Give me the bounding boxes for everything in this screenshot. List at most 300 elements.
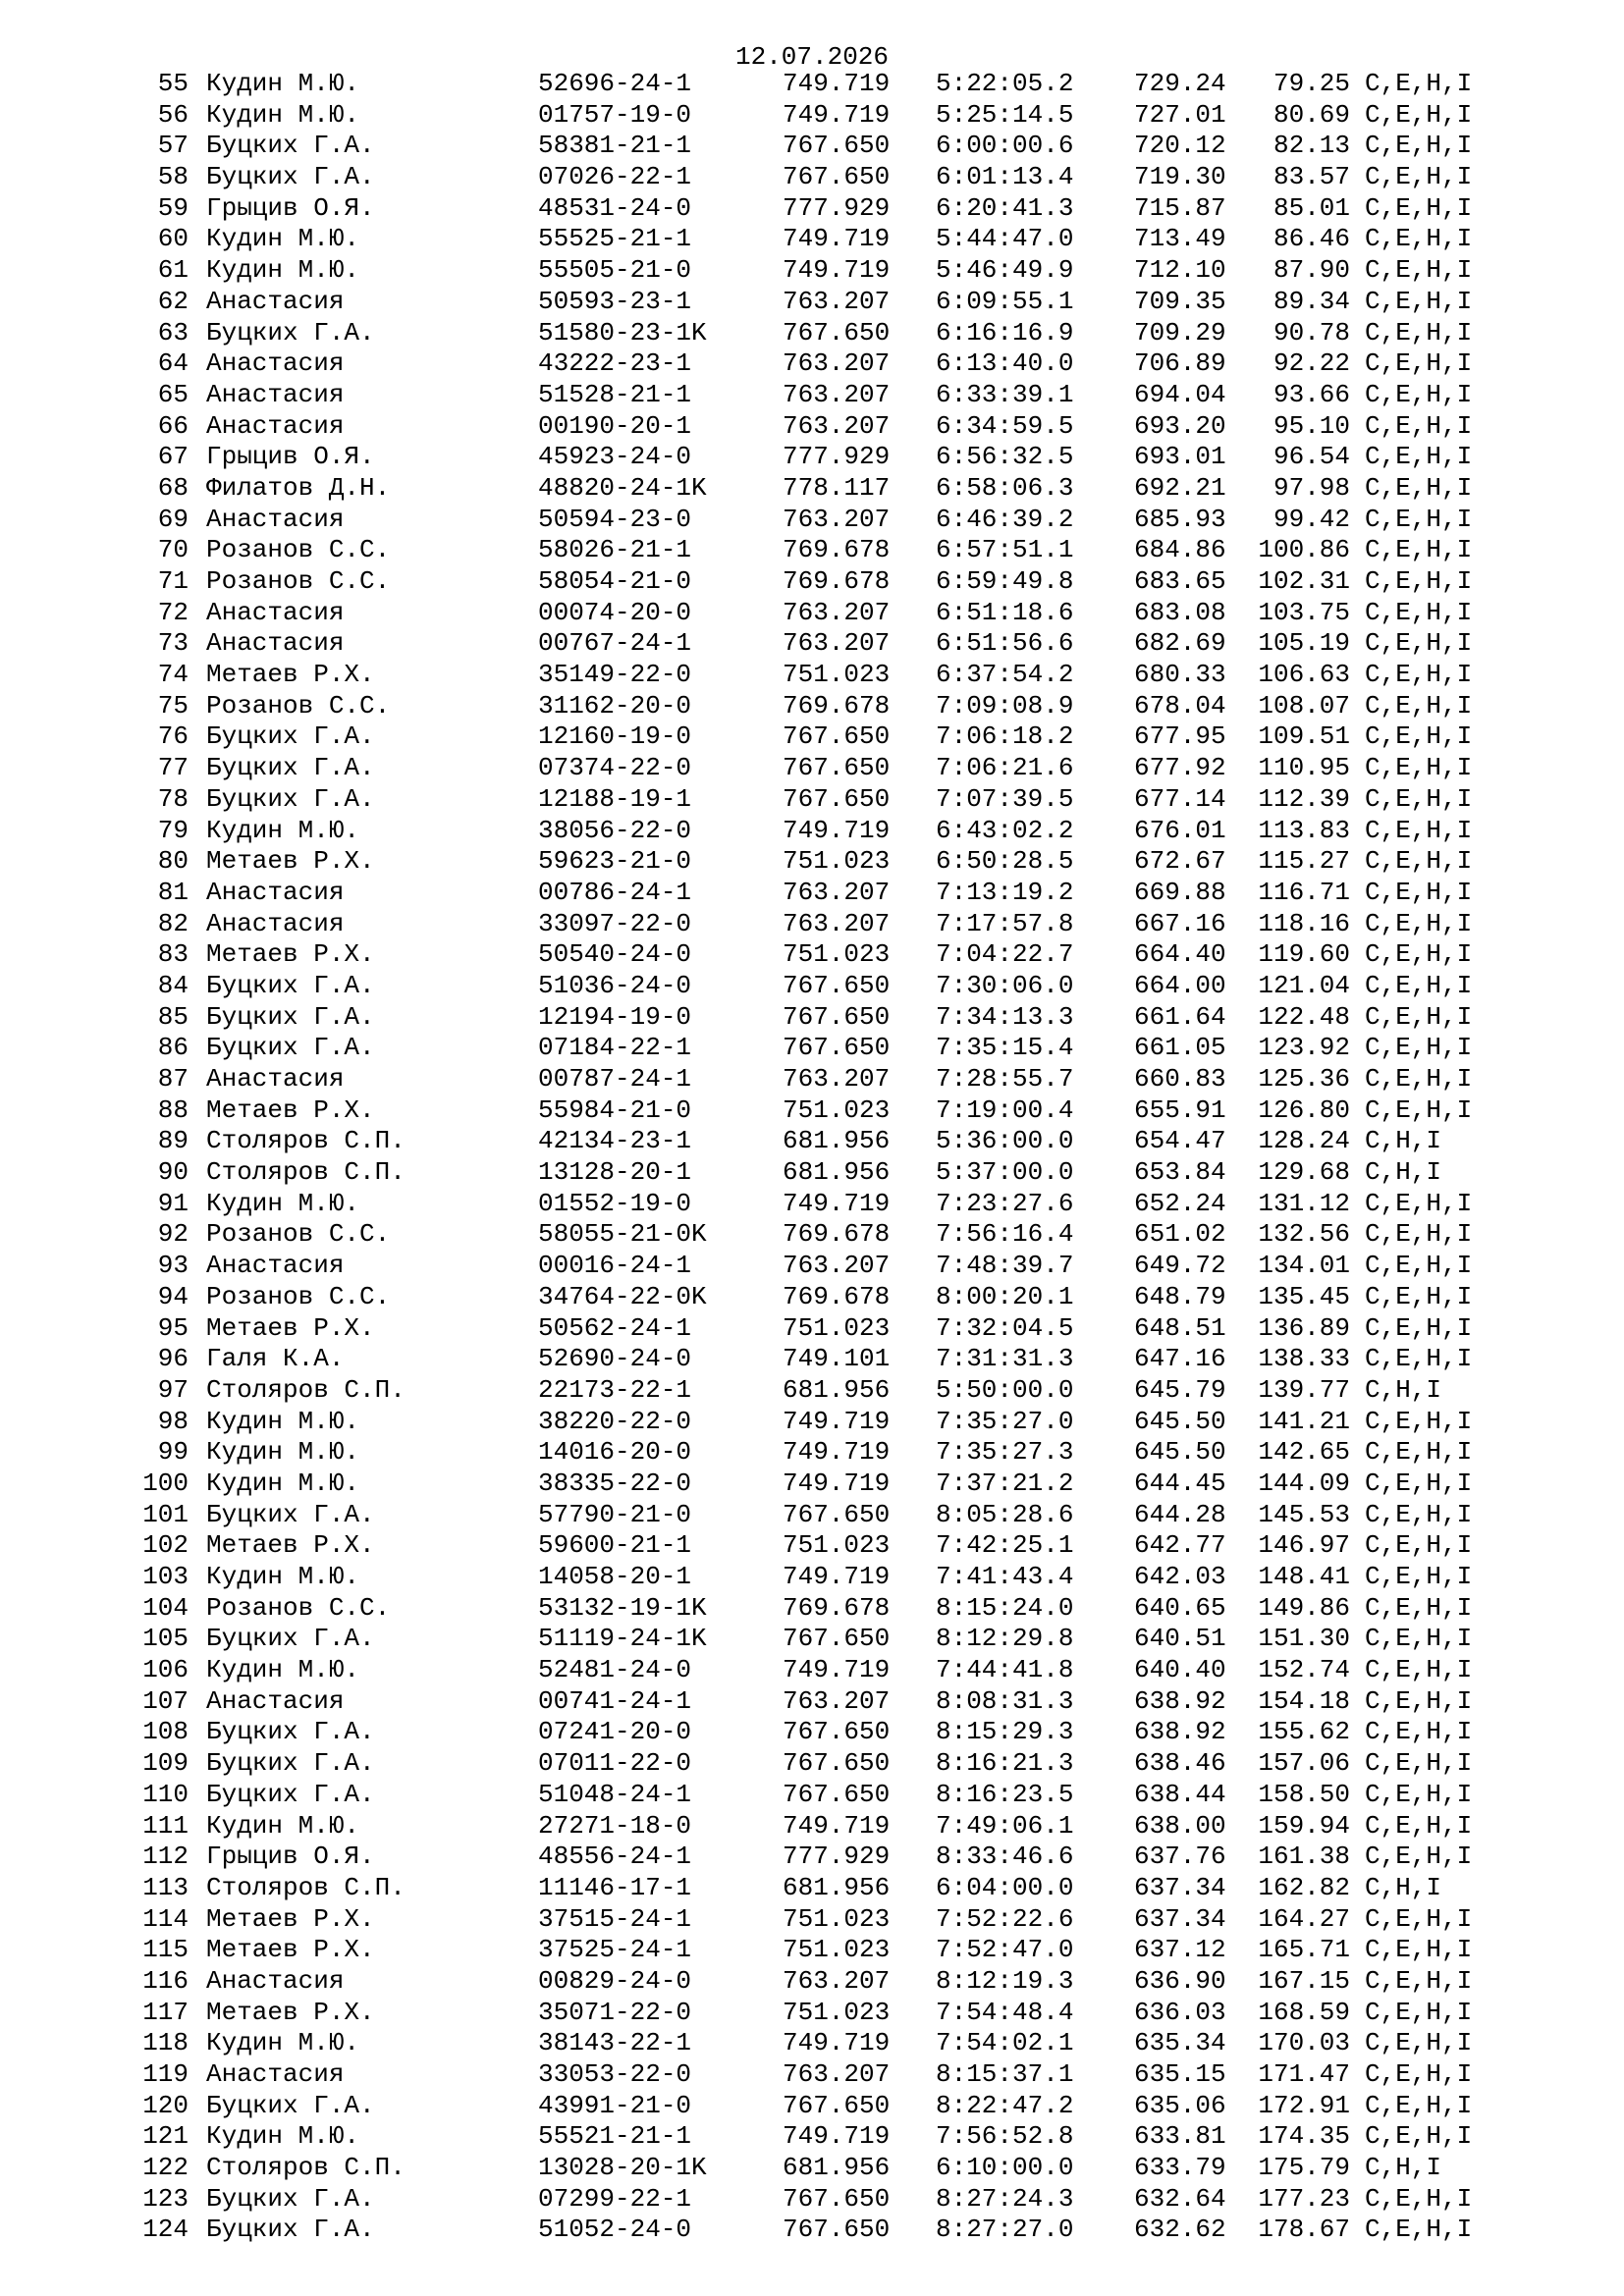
speed: 638.92 — [1134, 1685, 1226, 1716]
category-flags: C,E,H,I — [1365, 1344, 1473, 1374]
speed: 677.95 — [1134, 721, 1226, 752]
speed: 648.51 — [1134, 1312, 1226, 1343]
fancier-name: Буцких Г.А. — [206, 721, 375, 752]
distance: 681.956 — [783, 1374, 891, 1405]
ring-number: 01757-19-0 — [538, 99, 692, 130]
table-row — [0, 1313, 1624, 1345]
flight-time: 8:00:20.1 — [936, 1281, 1074, 1311]
ring-number: 38056-22-0 — [538, 815, 692, 845]
coefficient: 132.56 — [1258, 1219, 1350, 1250]
flight-time: 7:06:18.2 — [936, 721, 1074, 752]
distance: 749.719 — [783, 815, 891, 845]
flight-time: 6:51:18.6 — [936, 597, 1074, 627]
flight-time: 8:16:23.5 — [936, 1779, 1074, 1809]
coefficient: 80.69 — [1272, 99, 1350, 130]
row-number: 58 — [157, 162, 189, 192]
table-row — [0, 1748, 1624, 1780]
coefficient: 108.07 — [1258, 690, 1350, 721]
row-number: 101 — [142, 1499, 189, 1529]
flight-time: 6:16:16.9 — [936, 317, 1074, 347]
distance: 778.117 — [783, 472, 891, 503]
ring-number: 13028-20-1K — [538, 2153, 707, 2183]
speed: 680.33 — [1134, 660, 1226, 690]
speed: 678.04 — [1134, 690, 1226, 721]
distance: 777.929 — [783, 1842, 891, 1872]
speed: 636.03 — [1134, 1997, 1226, 2027]
row-number: 92 — [157, 1219, 189, 1250]
coefficient: 164.27 — [1258, 1903, 1350, 1934]
coefficient: 135.45 — [1258, 1281, 1350, 1311]
fancier-name: Кудин М.Ю. — [206, 1437, 360, 1468]
row-number: 72 — [157, 597, 189, 627]
fancier-name: Буцких Г.А. — [206, 1033, 375, 1063]
speed: 645.79 — [1134, 1374, 1226, 1405]
ring-number: 48531-24-0 — [538, 192, 692, 223]
distance: 763.207 — [783, 1685, 891, 1716]
row-number: 64 — [157, 348, 189, 379]
ring-number: 48820-24-1K — [538, 472, 707, 503]
speed: 694.04 — [1134, 379, 1226, 409]
distance: 751.023 — [783, 1530, 891, 1561]
category-flags: C,E,H,I — [1365, 224, 1473, 254]
fancier-name: Метаев Р.Х. — [206, 1903, 375, 1934]
distance: 767.650 — [783, 970, 891, 1000]
category-flags: C,E,H,I — [1365, 1562, 1473, 1591]
fancier-name: Кудин М.Ю. — [206, 1406, 360, 1436]
distance: 749.719 — [783, 1468, 891, 1498]
row-number: 66 — [157, 410, 189, 441]
ring-number: 13128-20-1 — [538, 1157, 692, 1188]
coefficient: 122.48 — [1258, 1001, 1350, 1032]
document-date: 12.07.2026 — [734, 42, 890, 72]
row-number: 112 — [142, 1842, 189, 1872]
category-flags: C,E,H,I — [1365, 1001, 1473, 1032]
category-flags: C,E,H,I — [1365, 1219, 1473, 1250]
fancier-name: Буцких Г.А. — [206, 2090, 375, 2120]
ring-number: 07374-22-0 — [538, 753, 692, 783]
distance: 763.207 — [783, 348, 891, 379]
ring-number: 07184-22-1 — [538, 1033, 692, 1063]
table-row — [0, 721, 1624, 753]
distance: 767.650 — [783, 131, 891, 161]
ring-number: 51036-24-0 — [538, 970, 692, 1000]
fancier-name: Столяров С.П. — [206, 1157, 406, 1188]
fancier-name: Кудин М.Ю. — [206, 1655, 360, 1685]
fancier-name: Розанов С.С. — [206, 1219, 391, 1250]
row-number: 98 — [157, 1406, 189, 1436]
coefficient: 177.23 — [1258, 2183, 1350, 2214]
table-row — [0, 1904, 1624, 1936]
coefficient: 157.06 — [1258, 1748, 1350, 1779]
table-row — [0, 1998, 1624, 2029]
coefficient: 90.78 — [1272, 317, 1350, 347]
flight-time: 7:48:39.7 — [936, 1251, 1074, 1281]
category-flags: C,E,H,I — [1365, 192, 1473, 223]
coefficient: 139.77 — [1258, 1374, 1350, 1405]
row-number: 95 — [157, 1312, 189, 1343]
flight-time: 7:28:55.7 — [936, 1064, 1074, 1094]
flight-time: 6:57:51.1 — [936, 535, 1074, 565]
distance: 763.207 — [783, 286, 891, 316]
ring-number: 55505-21-0 — [538, 255, 692, 286]
speed: 642.03 — [1134, 1562, 1226, 1591]
coefficient: 96.54 — [1272, 442, 1350, 472]
coefficient: 128.24 — [1258, 1126, 1350, 1156]
distance: 767.650 — [783, 1624, 891, 1654]
coefficient: 110.95 — [1258, 753, 1350, 783]
coefficient: 86.46 — [1272, 224, 1350, 254]
fancier-name: Анастасия — [206, 1064, 345, 1094]
category-flags: C,E,H,I — [1365, 348, 1473, 379]
fancier-name: Кудин М.Ю. — [206, 815, 360, 845]
distance: 763.207 — [783, 504, 891, 534]
fancier-name: Метаев Р.Х. — [206, 1997, 375, 2027]
ring-number: 50593-23-1 — [538, 286, 692, 316]
coefficient: 125.36 — [1258, 1064, 1350, 1094]
flight-time: 7:17:57.8 — [936, 908, 1074, 938]
row-number: 60 — [157, 224, 189, 254]
category-flags: C,E,H,I — [1365, 597, 1473, 627]
table-row — [0, 1375, 1624, 1407]
distance: 767.650 — [783, 2090, 891, 2120]
ring-number: 07241-20-0 — [538, 1717, 692, 1747]
category-flags: C,E,H,I — [1365, 1997, 1473, 2027]
flight-time: 7:56:16.4 — [936, 1219, 1074, 1250]
distance: 749.719 — [783, 224, 891, 254]
coefficient: 167.15 — [1258, 1965, 1350, 1996]
speed: 685.93 — [1134, 504, 1226, 534]
table-row — [0, 193, 1624, 225]
ring-number: 51052-24-0 — [538, 2215, 692, 2245]
speed: 645.50 — [1134, 1437, 1226, 1468]
ring-number: 50540-24-0 — [538, 939, 692, 970]
speed: 638.44 — [1134, 1779, 1226, 1809]
table-row — [0, 287, 1624, 318]
ring-number: 58055-21-0K — [538, 1219, 707, 1250]
flight-time: 6:58:06.3 — [936, 472, 1074, 503]
speed: 635.06 — [1134, 2090, 1226, 2120]
fancier-name: Буцких Г.А. — [206, 162, 375, 192]
category-flags: C,E,H,I — [1365, 2183, 1473, 2214]
flight-time: 8:08:31.3 — [936, 1685, 1074, 1716]
fancier-name: Анастасия — [206, 2059, 345, 2089]
ring-number: 38220-22-0 — [538, 1406, 692, 1436]
distance: 749.101 — [783, 1344, 891, 1374]
speed: 667.16 — [1134, 908, 1226, 938]
ring-number: 22173-22-1 — [538, 1374, 692, 1405]
distance: 681.956 — [783, 1157, 891, 1188]
flight-time: 8:12:29.8 — [936, 1624, 1074, 1654]
coefficient: 170.03 — [1258, 2028, 1350, 2058]
table-row — [0, 318, 1624, 349]
category-flags: C,H,I — [1365, 1126, 1442, 1156]
row-number: 62 — [157, 286, 189, 316]
category-flags: C,E,H,I — [1365, 1935, 1473, 1965]
speed: 648.79 — [1134, 1281, 1226, 1311]
flight-time: 7:37:21.2 — [936, 1468, 1074, 1498]
distance: 681.956 — [783, 1126, 891, 1156]
row-number: 87 — [157, 1064, 189, 1094]
category-flags: C,E,H,I — [1365, 1437, 1473, 1468]
table-row — [0, 1407, 1624, 1438]
distance: 777.929 — [783, 192, 891, 223]
coefficient: 155.62 — [1258, 1717, 1350, 1747]
table-row — [0, 1437, 1624, 1468]
coefficient: 145.53 — [1258, 1499, 1350, 1529]
distance: 749.719 — [783, 2028, 891, 2058]
coefficient: 171.47 — [1258, 2059, 1350, 2089]
distance: 769.678 — [783, 1219, 891, 1250]
coefficient: 95.10 — [1272, 410, 1350, 441]
table-row — [0, 100, 1624, 132]
speed: 664.40 — [1134, 939, 1226, 970]
ring-number: 59623-21-0 — [538, 846, 692, 877]
flight-time: 5:50:00.0 — [936, 1374, 1074, 1405]
flight-time: 7:44:41.8 — [936, 1655, 1074, 1685]
fancier-name: Столяров С.П. — [206, 1374, 406, 1405]
category-flags: C,E,H,I — [1365, 535, 1473, 565]
category-flags: C,E,H,I — [1365, 721, 1473, 752]
ring-number: 45923-24-0 — [538, 442, 692, 472]
table-row — [0, 753, 1624, 784]
row-number: 117 — [142, 1997, 189, 2027]
fancier-name: Анастасия — [206, 504, 345, 534]
table-row — [0, 255, 1624, 287]
ring-number: 35149-22-0 — [538, 660, 692, 690]
fancier-name: Метаев Р.Х. — [206, 1530, 375, 1561]
speed: 661.05 — [1134, 1033, 1226, 1063]
row-number: 110 — [142, 1779, 189, 1809]
category-flags: C,E,H,I — [1365, 846, 1473, 877]
flight-time: 5:25:14.5 — [936, 99, 1074, 130]
fancier-name: Столяров С.П. — [206, 1126, 406, 1156]
fancier-name: Буцких Г.А. — [206, 2215, 375, 2245]
table-row — [0, 535, 1624, 566]
fancier-name: Кудин М.Ю. — [206, 2121, 360, 2152]
row-number: 116 — [142, 1965, 189, 1996]
fancier-name: Анастасия — [206, 1965, 345, 1996]
distance: 767.650 — [783, 721, 891, 752]
distance: 769.678 — [783, 690, 891, 721]
ring-number: 53132-19-1K — [538, 1592, 707, 1623]
ring-number: 55525-21-1 — [538, 224, 692, 254]
table-row — [0, 1530, 1624, 1562]
coefficient: 123.92 — [1258, 1033, 1350, 1063]
fancier-name: Буцких Г.А. — [206, 1748, 375, 1779]
row-number: 104 — [142, 1592, 189, 1623]
ring-number: 58381-21-1 — [538, 131, 692, 161]
distance: 767.650 — [783, 1499, 891, 1529]
row-number: 105 — [142, 1624, 189, 1654]
row-number: 100 — [142, 1468, 189, 1498]
fancier-name: Буцких Г.А. — [206, 317, 375, 347]
fancier-name: Кудин М.Ю. — [206, 69, 360, 98]
distance: 751.023 — [783, 1903, 891, 1934]
ring-number: 00787-24-1 — [538, 1064, 692, 1094]
flight-time: 6:34:59.5 — [936, 410, 1074, 441]
row-number: 114 — [142, 1903, 189, 1934]
coefficient: 149.86 — [1258, 1592, 1350, 1623]
table-row — [0, 1624, 1624, 1655]
coefficient: 85.01 — [1272, 192, 1350, 223]
table-row — [0, 2091, 1624, 2122]
row-number: 77 — [157, 753, 189, 783]
distance: 767.650 — [783, 753, 891, 783]
ring-number: 58054-21-0 — [538, 566, 692, 596]
flight-time: 6:00:00.6 — [936, 131, 1074, 161]
distance: 767.650 — [783, 783, 891, 814]
distance: 763.207 — [783, 1965, 891, 1996]
coefficient: 151.30 — [1258, 1624, 1350, 1654]
speed: 637.34 — [1134, 1903, 1226, 1934]
row-number: 90 — [157, 1157, 189, 1188]
coefficient: 159.94 — [1258, 1810, 1350, 1841]
speed: 713.49 — [1134, 224, 1226, 254]
table-row — [0, 1219, 1624, 1251]
table-row — [0, 846, 1624, 878]
speed: 638.92 — [1134, 1717, 1226, 1747]
fancier-name: Кудин М.Ю. — [206, 1468, 360, 1498]
distance: 767.650 — [783, 1717, 891, 1747]
coefficient: 148.41 — [1258, 1562, 1350, 1591]
ring-number: 07026-22-1 — [538, 162, 692, 192]
distance: 749.719 — [783, 1655, 891, 1685]
speed: 683.65 — [1134, 566, 1226, 596]
category-flags: C,E,H,I — [1365, 1655, 1473, 1685]
speed: 644.28 — [1134, 1499, 1226, 1529]
distance: 767.650 — [783, 1779, 891, 1809]
category-flags: C,E,H,I — [1365, 1592, 1473, 1623]
fancier-name: Метаев Р.Х. — [206, 660, 375, 690]
flight-time: 7:56:52.8 — [936, 2121, 1074, 2152]
table-row — [0, 816, 1624, 847]
fancier-name: Кудин М.Ю. — [206, 2028, 360, 2058]
speed: 661.64 — [1134, 1001, 1226, 1032]
ring-number: 07299-22-1 — [538, 2183, 692, 2214]
flight-time: 7:54:02.1 — [936, 2028, 1074, 2058]
ring-number: 07011-22-0 — [538, 1748, 692, 1779]
ring-number: 52690-24-0 — [538, 1344, 692, 1374]
category-flags: C,E,H,I — [1365, 442, 1473, 472]
category-flags: C,E,H,I — [1365, 753, 1473, 783]
speed: 664.00 — [1134, 970, 1226, 1000]
flight-time: 7:49:06.1 — [936, 1810, 1074, 1841]
row-number: 70 — [157, 535, 189, 565]
ring-number: 43991-21-0 — [538, 2090, 692, 2120]
row-number: 115 — [142, 1935, 189, 1965]
speed: 719.30 — [1134, 162, 1226, 192]
table-row — [0, 224, 1624, 255]
category-flags: C,E,H,I — [1365, 2028, 1473, 2058]
distance: 763.207 — [783, 597, 891, 627]
speed: 727.01 — [1134, 99, 1226, 130]
table-row — [0, 691, 1624, 722]
speed: 640.51 — [1134, 1624, 1226, 1654]
coefficient: 100.86 — [1258, 535, 1350, 565]
row-number: 84 — [157, 970, 189, 1000]
table-row — [0, 1842, 1624, 1873]
coefficient: 129.68 — [1258, 1157, 1350, 1188]
speed: 706.89 — [1134, 348, 1226, 379]
row-number: 63 — [157, 317, 189, 347]
ring-number: 12188-19-1 — [538, 783, 692, 814]
category-flags: C,E,H,I — [1365, 970, 1473, 1000]
distance: 767.650 — [783, 162, 891, 192]
table-row — [0, 505, 1624, 536]
category-flags: C,E,H,I — [1365, 69, 1473, 98]
speed: 654.47 — [1134, 1126, 1226, 1156]
table-row — [0, 1189, 1624, 1220]
speed: 647.16 — [1134, 1344, 1226, 1374]
table-row — [0, 2059, 1624, 2091]
speed: 635.15 — [1134, 2059, 1226, 2089]
table-row — [0, 598, 1624, 629]
table-row — [0, 1500, 1624, 1531]
row-number: 118 — [142, 2028, 189, 2058]
ring-number: 58026-21-1 — [538, 535, 692, 565]
category-flags: C,H,I — [1365, 1374, 1442, 1405]
table-row — [0, 909, 1624, 940]
flight-time: 7:30:06.0 — [936, 970, 1074, 1000]
ring-number: 00190-20-1 — [538, 410, 692, 441]
table-row — [0, 2215, 1624, 2246]
category-flags: C,E,H,I — [1365, 1188, 1473, 1218]
fancier-name: Метаев Р.Х. — [206, 1935, 375, 1965]
speed: 638.00 — [1134, 1810, 1226, 1841]
row-number: 124 — [142, 2215, 189, 2245]
row-number: 86 — [157, 1033, 189, 1063]
table-row — [0, 162, 1624, 193]
coefficient: 93.66 — [1272, 379, 1350, 409]
row-number: 108 — [142, 1717, 189, 1747]
coefficient: 99.42 — [1272, 504, 1350, 534]
flight-time: 5:22:05.2 — [936, 69, 1074, 98]
ring-number: 51119-24-1K — [538, 1624, 707, 1654]
row-number: 93 — [157, 1251, 189, 1281]
table-row — [0, 1126, 1624, 1157]
row-number: 83 — [157, 939, 189, 970]
speed: 632.64 — [1134, 2183, 1226, 2214]
distance: 763.207 — [783, 628, 891, 659]
flight-time: 6:51:56.6 — [936, 628, 1074, 659]
distance: 749.719 — [783, 1188, 891, 1218]
distance: 767.650 — [783, 2183, 891, 2214]
table-row — [0, 473, 1624, 505]
distance: 767.650 — [783, 1033, 891, 1063]
row-number: 68 — [157, 472, 189, 503]
flight-time: 7:41:43.4 — [936, 1562, 1074, 1591]
distance: 749.719 — [783, 1437, 891, 1468]
category-flags: C,E,H,I — [1365, 162, 1473, 192]
ring-number: 38335-22-0 — [538, 1468, 692, 1498]
distance: 763.207 — [783, 908, 891, 938]
speed: 712.10 — [1134, 255, 1226, 286]
coefficient: 174.35 — [1258, 2121, 1350, 2152]
category-flags: C,E,H,I — [1365, 1033, 1473, 1063]
category-flags: C,E,H,I — [1365, 410, 1473, 441]
ring-number: 42134-23-1 — [538, 1126, 692, 1156]
table-row — [0, 784, 1624, 816]
fancier-name: Розанов С.С. — [206, 1592, 391, 1623]
distance: 751.023 — [783, 1095, 891, 1125]
ring-number: 52481-24-0 — [538, 1655, 692, 1685]
fancier-name: Анастасия — [206, 1685, 345, 1716]
flight-time: 6:56:32.5 — [936, 442, 1074, 472]
speed: 649.72 — [1134, 1251, 1226, 1281]
category-flags: C,E,H,I — [1365, 1779, 1473, 1809]
table-row — [0, 1157, 1624, 1189]
ring-number: 00741-24-1 — [538, 1685, 692, 1716]
